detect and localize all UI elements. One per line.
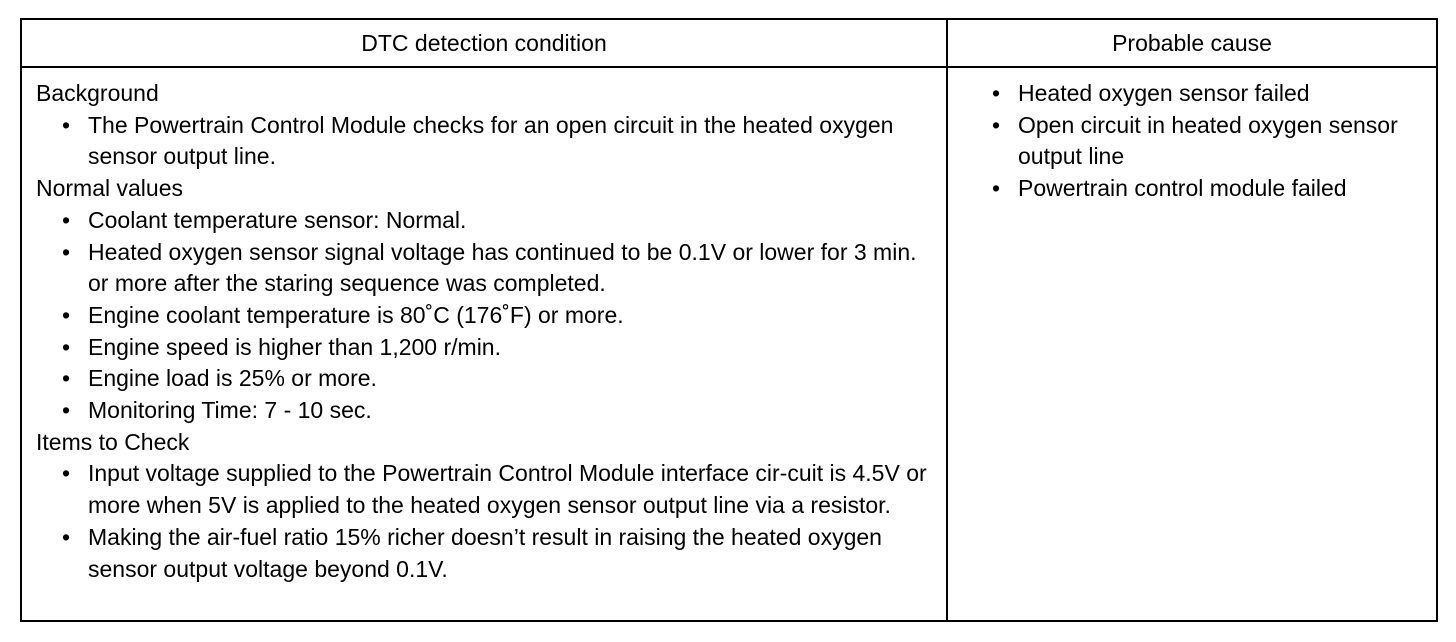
bullet-icon: • — [62, 301, 71, 328]
header-probable-cause: Probable cause — [947, 19, 1437, 67]
section-heading: Items to Check — [36, 428, 190, 455]
detection-condition-cell — [21, 67, 947, 621]
probable-cause-cell — [947, 67, 1437, 621]
bullet-icon: • — [62, 523, 71, 550]
list-item — [58, 395, 938, 427]
list-item — [988, 78, 1428, 110]
list-item-text: Making the air-fuel ratio 15% richer doesn’t result in raising the heated oxygen sensor output voltage beyond 0.1V. — [88, 523, 882, 582]
bullet-icon: • — [992, 175, 1001, 202]
list-item-text: Open circuit in heated oxygen sensor output line — [1018, 111, 1398, 170]
bullet-icon: • — [62, 111, 71, 138]
bullet-icon: • — [62, 206, 71, 233]
list-item-text: Heated oxygen sensor signal voltage has continued to be 0.1V or lower for 3 min. or more after the staring sequence was completed. — [88, 238, 917, 297]
list-item-text: Monitoring Time: 7 - 10 sec. — [88, 397, 372, 424]
bullet-icon: • — [992, 80, 1001, 106]
list-item — [988, 173, 1428, 205]
list-item-text: Engine load is 25% or more. — [88, 365, 377, 392]
section-heading: Background — [36, 80, 159, 106]
header-dtc-detection-condition: DTC detection condition — [21, 19, 947, 67]
section-background — [36, 78, 938, 173]
list-item — [58, 332, 938, 364]
bullet-icon: • — [62, 238, 71, 265]
list-item-text: Input voltage supplied to the Powertrain Control Module interface cir-cuit is 4.5V or more when 5V is applied to the heated oxygen sensor output line via a resistor. — [88, 460, 927, 519]
bullet-list — [36, 458, 938, 585]
list-item — [58, 110, 938, 173]
list-item-text: Engine speed is higher than 1,200 r/min. — [88, 333, 501, 360]
list-item-text: Powertrain control module failed — [1018, 175, 1347, 202]
list-item — [58, 522, 938, 585]
bullet-icon: • — [62, 333, 71, 360]
section-heading: Normal values — [36, 175, 183, 202]
list-item — [58, 205, 938, 237]
bullet-list — [36, 205, 938, 427]
dtc-table — [20, 18, 1438, 622]
list-item — [58, 237, 938, 300]
list-item — [58, 458, 938, 521]
section-items-to-check — [36, 427, 938, 586]
bullet-icon: • — [62, 397, 71, 424]
header-row — [21, 19, 1437, 67]
list-item — [58, 363, 938, 395]
bullet-list — [36, 110, 938, 173]
list-item — [58, 300, 938, 332]
probable-cause-list — [988, 78, 1428, 205]
list-item — [988, 110, 1428, 173]
list-item-text: Engine coolant temperature is 80˚C (176˚F) or more. — [88, 301, 624, 328]
content-row — [21, 67, 1437, 621]
list-item-text: Heated oxygen sensor failed — [1018, 80, 1310, 106]
list-item-text: The Powertrain Control Module checks for an open circuit in the heated oxygen sensor output line. — [88, 111, 894, 170]
section-normal-values — [36, 173, 938, 427]
bullet-icon: • — [62, 460, 71, 487]
bullet-icon: • — [992, 111, 1001, 138]
bullet-icon: • — [62, 365, 71, 392]
list-item-text: Coolant temperature sensor: Normal. — [88, 206, 467, 233]
